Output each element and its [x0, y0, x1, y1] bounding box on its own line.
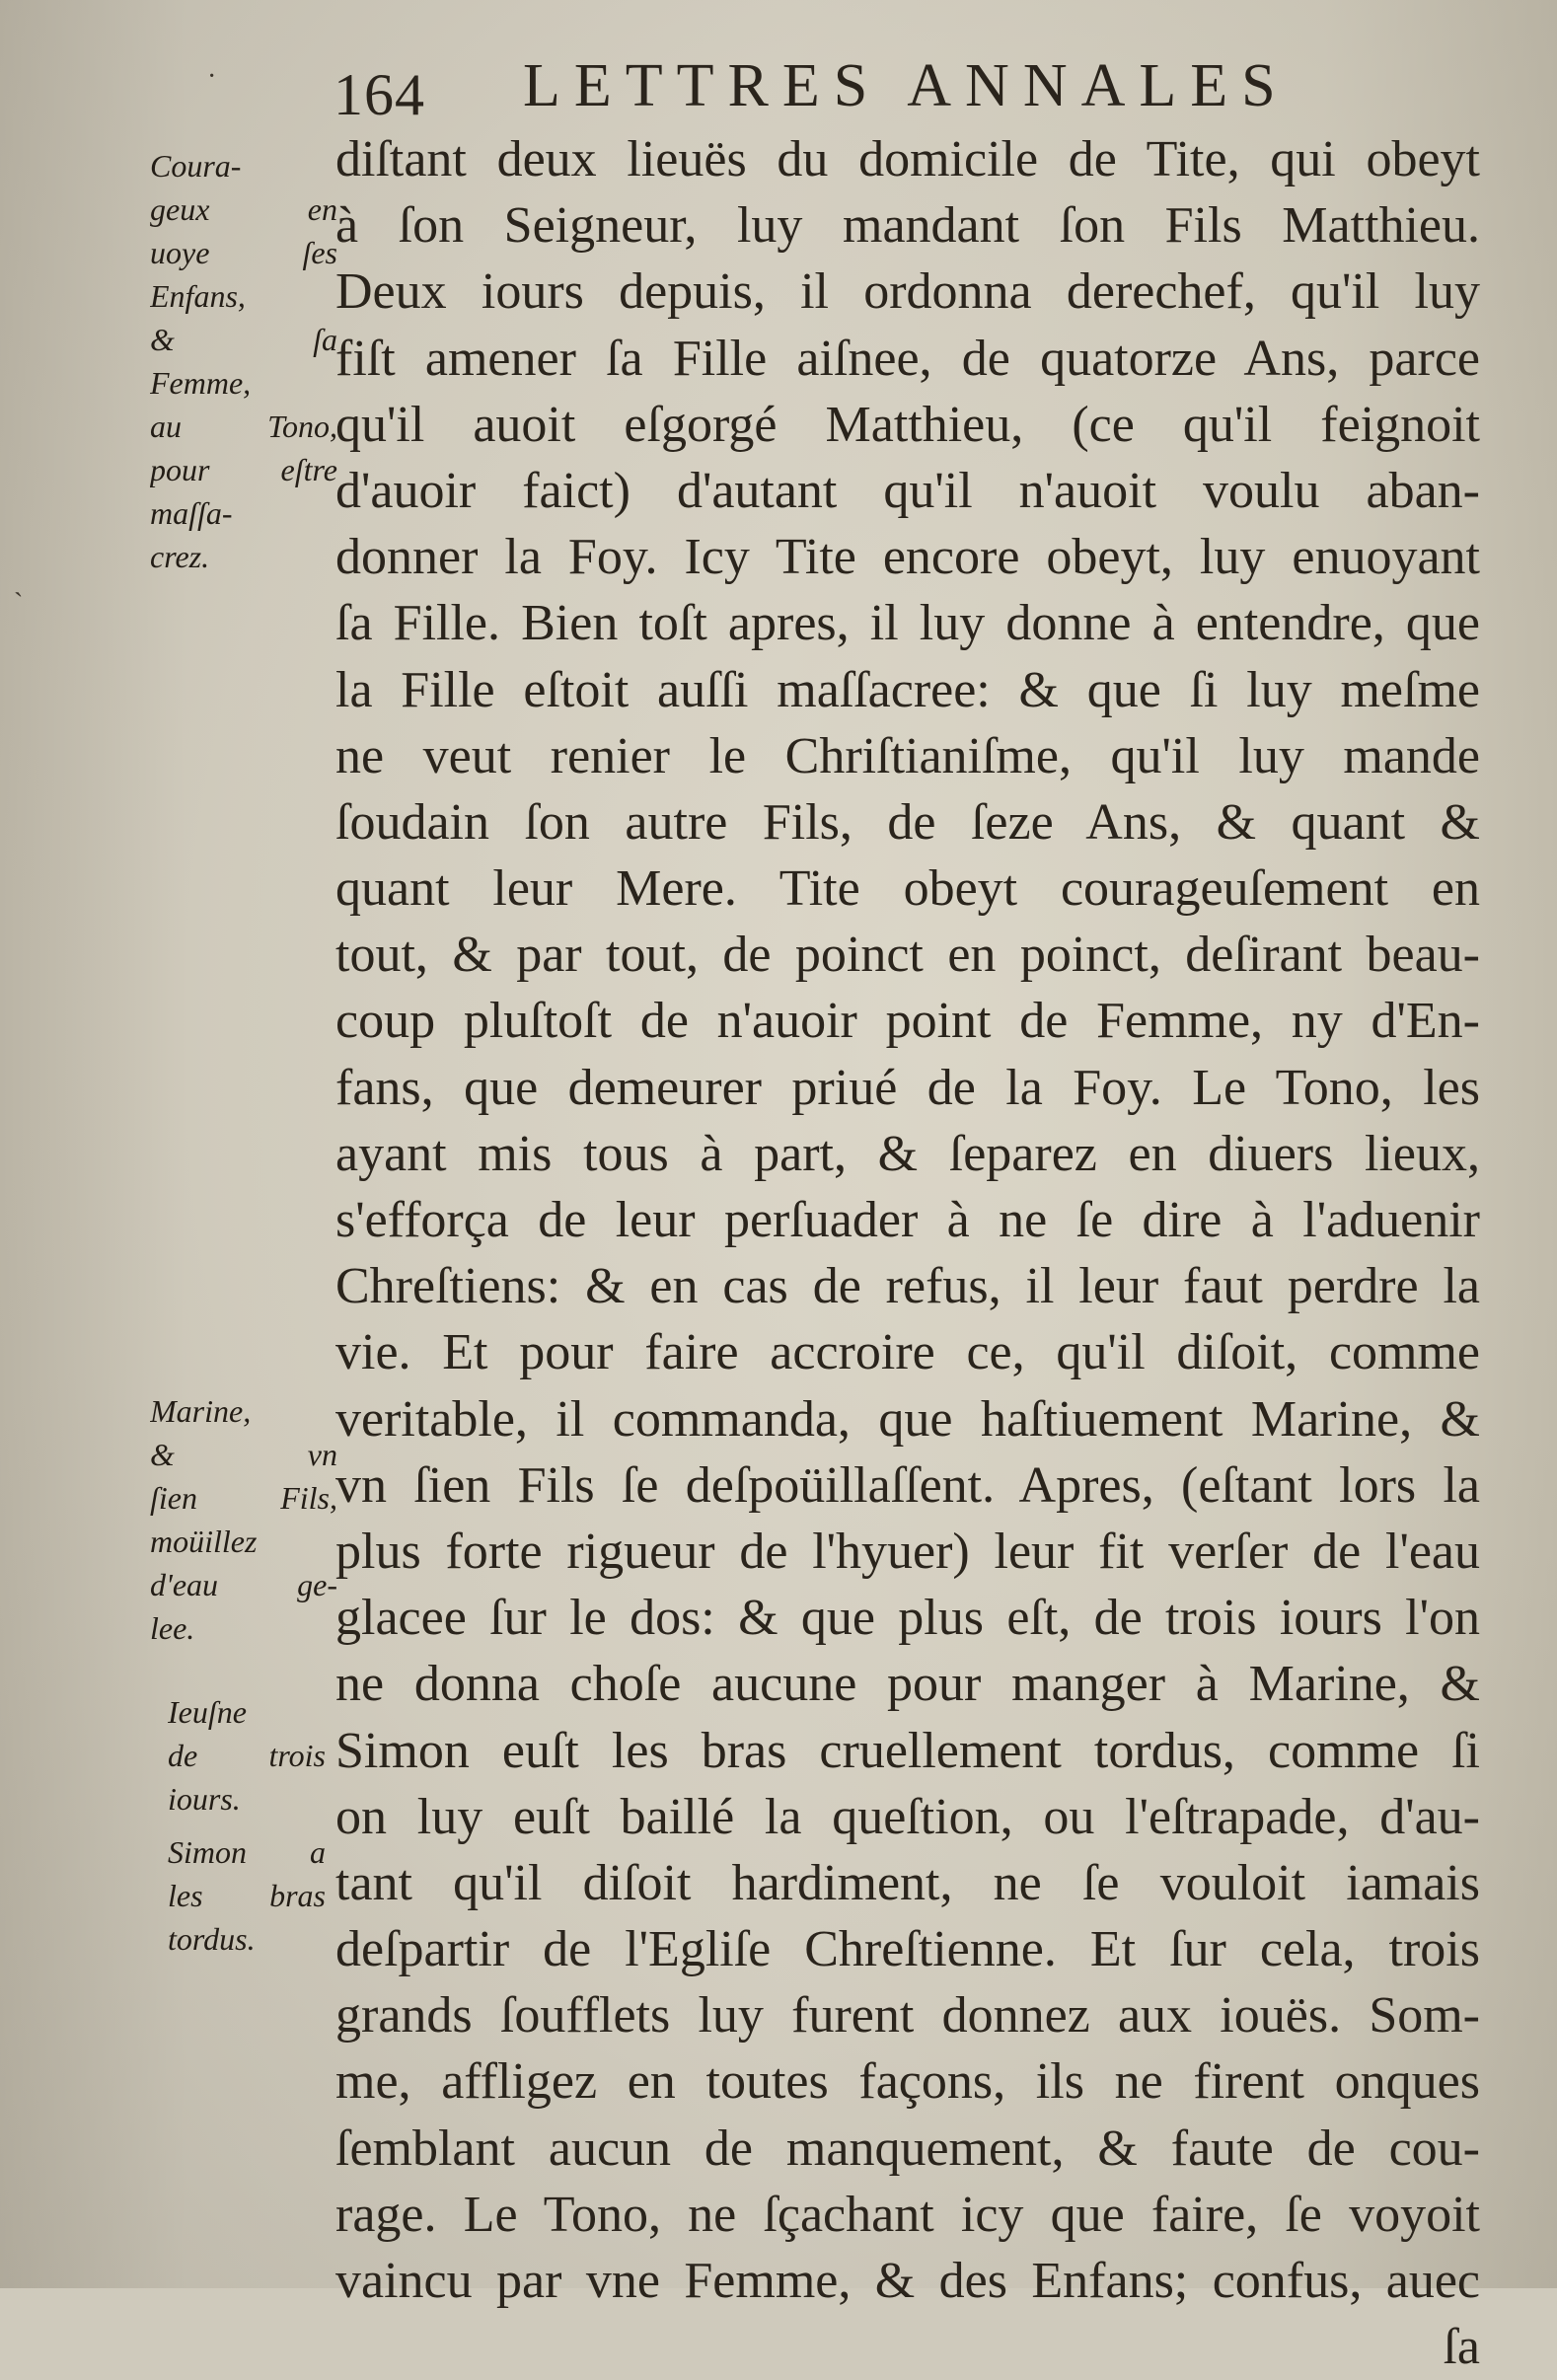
text-line: d'auoir faict) d'autant qu'il n'auoit voulu aban-	[335, 462, 1480, 519]
margin-note-line: ſien Fils,	[150, 1480, 337, 1516]
margin-note-line: Femme,	[150, 365, 252, 401]
margin-note-line: lee.	[150, 1610, 195, 1646]
text-line: vie. Et pour faire accroire ce, qu'il diſoit, comme	[335, 1324, 1480, 1381]
body-text	[335, 126, 1480, 2380]
text-line: fans, que demeurer priué de la Foy. Le Tono, les	[335, 1059, 1480, 1116]
text-line: tout, & par tout, de poinct en poinct, deſirant beau-	[335, 927, 1480, 984]
text-line: s'efforça de leur perſuader à ne ſe dire à l'aduenir	[335, 1192, 1480, 1248]
margin-note-line: iours.	[168, 1781, 241, 1817]
margin-note-courageous	[150, 144, 337, 578]
margin-note-line: pour eſtre	[150, 452, 337, 487]
text-line: ſa Fille. Bien toſt apres, il luy donne à entendre, que	[335, 595, 1480, 652]
text-line: donner la Foy. Icy Tite encore obeyt, luy enuoyant	[335, 529, 1480, 586]
text-line: Simon euſt les bras cruellement tordus, comme ſi	[335, 1722, 1480, 1779]
text-line: grands ſoufflets luy furent donnez aux iouës. Som-	[335, 1987, 1480, 2045]
text-line: qu'il auoit eſgorgé Matthieu, (ce qu'il feignoit	[335, 396, 1480, 453]
margin-note-simon	[168, 1830, 326, 1961]
margin-note-line: geux en	[150, 191, 337, 227]
text-line: tant qu'il diſoit hardiment, ne ſe vouloit iamais	[335, 1854, 1480, 1911]
margin-note-line: tordus.	[168, 1921, 256, 1957]
margin-note-line: de trois	[168, 1738, 326, 1773]
margin-note-line: & vn	[150, 1437, 337, 1472]
text-line: deſpartir de l'Egliſe Chreſtienne. Et ſur cela, trois	[335, 1921, 1480, 1978]
margin-note-marine	[150, 1389, 337, 1650]
ink-speck: ·	[207, 61, 217, 92]
margin-note-line: au Tono,	[150, 409, 337, 444]
text-line: plus forte rigueur de l'hyuer) leur fit verſer de l'eau	[335, 1523, 1480, 1580]
text-line: veritable, il commanda, que haſtiuement Marine, &	[335, 1390, 1480, 1448]
text-line: vn ſien Fils ſe deſpoüillaſſent. Apres, (eſtant lors la	[335, 1456, 1480, 1514]
running-head	[326, 51, 1312, 130]
page-number: 164	[334, 62, 425, 127]
text-line: fiſt amener ſa Fille aiſnee, de quatorze Ans, parce	[335, 330, 1480, 387]
text-line: on luy euſt baillé la queſtion, ou l'eſtrapade, d'au-	[335, 1788, 1480, 1845]
text-line: coup pluſtoſt de n'auoir point de Femme, ny d'En-	[335, 993, 1480, 1050]
margin-note-line: uoye ſes	[150, 235, 337, 270]
margin-note-line: les bras	[168, 1878, 326, 1913]
margin-note-line: d'eau ge-	[150, 1567, 337, 1602]
margin-note-line: moüillez	[150, 1524, 258, 1559]
text-line: ne donna choſe aucune pour manger à Marine, &	[335, 1656, 1480, 1713]
margin-note-line: Ieuſne	[168, 1694, 247, 1730]
running-title: LETTRES ANNALES	[523, 52, 1290, 119]
ink-speck: `	[14, 588, 24, 619]
text-line: quant leur Mere. Tite obeyt courageuſement en	[335, 860, 1480, 918]
margin-note-fast	[168, 1690, 326, 1821]
margin-note-line: & ſa	[150, 322, 337, 357]
text-line: ſemblant aucun de manquement, & faute de cou-	[335, 2120, 1480, 2177]
text-line: ſoudain ſon autre Fils, de ſeze Ans, & quant &	[335, 793, 1480, 851]
text-line: Chreſtiens: & en cas de refus, il leur faut perdre la	[335, 1258, 1480, 1315]
text-line: à ſon Seigneur, luy mandant ſon Fils Matthieu.	[335, 197, 1480, 255]
text-line: vaincu par vne Femme, & des Enfans; confus, auec	[335, 2253, 1480, 2309]
margin-note-line: Marine,	[150, 1393, 252, 1429]
margin-note-line: Enfans,	[150, 278, 246, 314]
text-line: diſtant deux lieuës du domicile de Tite, qui obeyt	[335, 131, 1480, 187]
margin-note-line: maſſa-	[150, 495, 233, 531]
margin-note-line: Coura-	[150, 148, 242, 184]
text-line: ne veut renier le Chriſtianiſme, qu'il luy mande	[335, 727, 1480, 784]
catchword: ſa	[1443, 2319, 1480, 2376]
text-line: glacee ſur le dos: & que plus eſt, de trois iours l'on	[335, 1590, 1480, 1647]
text-line: rage. Le Tono, ne ſçachant icy que faire, ſe voyoit	[335, 2186, 1480, 2243]
margin-note-line: Simon a	[168, 1834, 326, 1870]
margin-note-line: crez.	[150, 539, 210, 574]
text-line: me, affligez en toutes façons, ils ne firent onques	[335, 2053, 1480, 2111]
text-line: ayant mis tous à part, & ſeparez en diuers lieux,	[335, 1125, 1480, 1182]
text-line: Deux iours depuis, il ordonna derechef, qu'il luy	[335, 263, 1480, 321]
text-line: la Fille eſtoit auſſi maſſacree: & que ſi luy meſme	[335, 661, 1480, 718]
